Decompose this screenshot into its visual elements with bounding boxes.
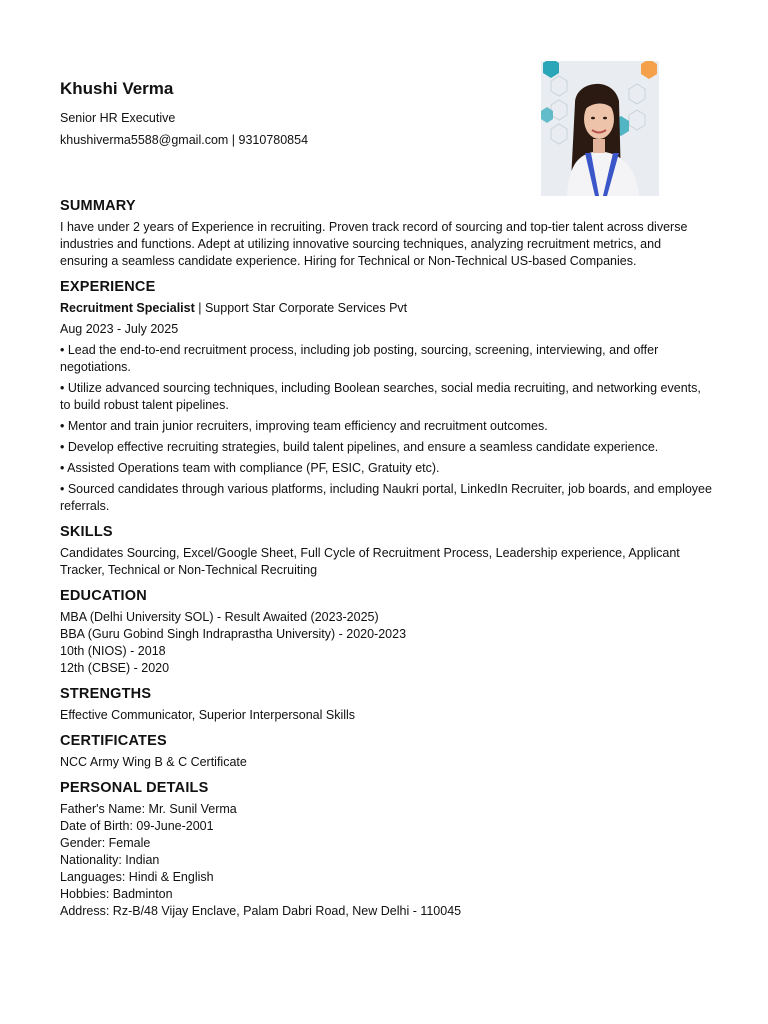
summary-section — [60, 197, 712, 270]
personal-details-heading: PERSONAL DETAILS — [60, 780, 209, 796]
skills-heading: SKILLS — [60, 524, 113, 540]
list-item: MBA (Delhi University SOL) - Result Awaited (2023-2025) — [60, 610, 379, 624]
education-heading: EDUCATION — [60, 588, 147, 604]
list-item: • Assisted Operations team with compliance (PF, ESIC, Gratuity etc). — [60, 461, 440, 475]
job-dates: Aug 2023 - July 2025 — [60, 322, 179, 336]
list-item: 12th (CBSE) - 2020 — [60, 661, 170, 675]
experience-bullets — [60, 342, 712, 515]
contact-info: khushiverma5588@gmail.com | 9310780854 — [60, 133, 309, 147]
list-item: • Utilize advanced sourcing techniques, including Boolean searches, social media recruiting, and networking events, to build robust talent pipelines. — [60, 381, 701, 412]
list-item: Gender: Female — [60, 836, 151, 850]
certificates-text: NCC Army Wing B & C Certificate — [60, 755, 247, 769]
education-list — [60, 609, 712, 677]
list-item: Nationality: Indian — [60, 853, 160, 867]
candidate-name: Khushi Verma — [60, 79, 174, 98]
skills-text: Candidates Sourcing, Excel/Google Sheet, Full Cycle of Recruitment Process, Leadership experience, Applicant Tracker, Technical or Non-Technical Recruiting — [60, 546, 680, 577]
list-item: Father's Name: Mr. Sunil Verma — [60, 802, 237, 816]
job-role: Recruitment Specialist — [60, 301, 195, 315]
list-item: 10th (NIOS) - 2018 — [60, 644, 166, 658]
experience-section — [60, 278, 712, 515]
list-item: BBA (Guru Gobind Singh Indraprastha University) - 2020-2023 — [60, 627, 407, 641]
job-title: Senior HR Executive — [60, 111, 176, 125]
skills-section — [60, 523, 712, 579]
list-item: • Mentor and train junior recruiters, improving team efficiency and recruitment outcomes. — [60, 419, 548, 433]
education-section — [60, 587, 712, 677]
personal-details-list — [60, 801, 712, 920]
list-item: Address: Rz-B/48 Vijay Enclave, Palam Dabri Road, New Delhi - 110045 — [60, 904, 462, 918]
list-item: Hobbies: Badminton — [60, 887, 173, 901]
strengths-text: Effective Communicator, Superior Interpersonal Skills — [60, 708, 356, 722]
certificates-section — [60, 732, 712, 771]
list-item: • Develop effective recruiting strategies, build talent pipelines, and ensure a seamless candidate experience. — [60, 440, 659, 454]
job-header — [60, 300, 712, 317]
certificates-heading: CERTIFICATES — [60, 733, 167, 749]
list-item: • Sourced candidates through various platforms, including Naukri portal, LinkedIn Recruiter, job boards, and employee referrals. — [60, 482, 712, 513]
resume-header — [60, 78, 308, 148]
list-item: • Lead the end-to-end recruitment process, including job posting, sourcing, screening, interviewing, and offer negotiations. — [60, 343, 659, 374]
experience-heading: EXPERIENCE — [60, 279, 156, 295]
resume-body — [60, 197, 712, 928]
list-item: Date of Birth: 09-June-2001 — [60, 819, 214, 833]
job-company: | Support Star Corporate Services Pvt — [194, 301, 408, 315]
personal-details-section — [60, 779, 712, 920]
summary-text: I have under 2 years of Experience in recruiting. Proven track record of sourcing and top-tier talent across diverse industries and functions. Adept at utilizing innovative sourcing techniques, analyzing recruitment metrics, and ensuring a seamless candidate experience. Hiring for Technical or Non-Technical US-based Companies. — [60, 220, 688, 268]
summary-heading: SUMMARY — [60, 198, 136, 214]
list-item: Languages: Hindi & English — [60, 870, 214, 884]
profile-photo — [541, 61, 659, 196]
strengths-heading: STRENGTHS — [60, 686, 152, 702]
strengths-section — [60, 685, 712, 724]
